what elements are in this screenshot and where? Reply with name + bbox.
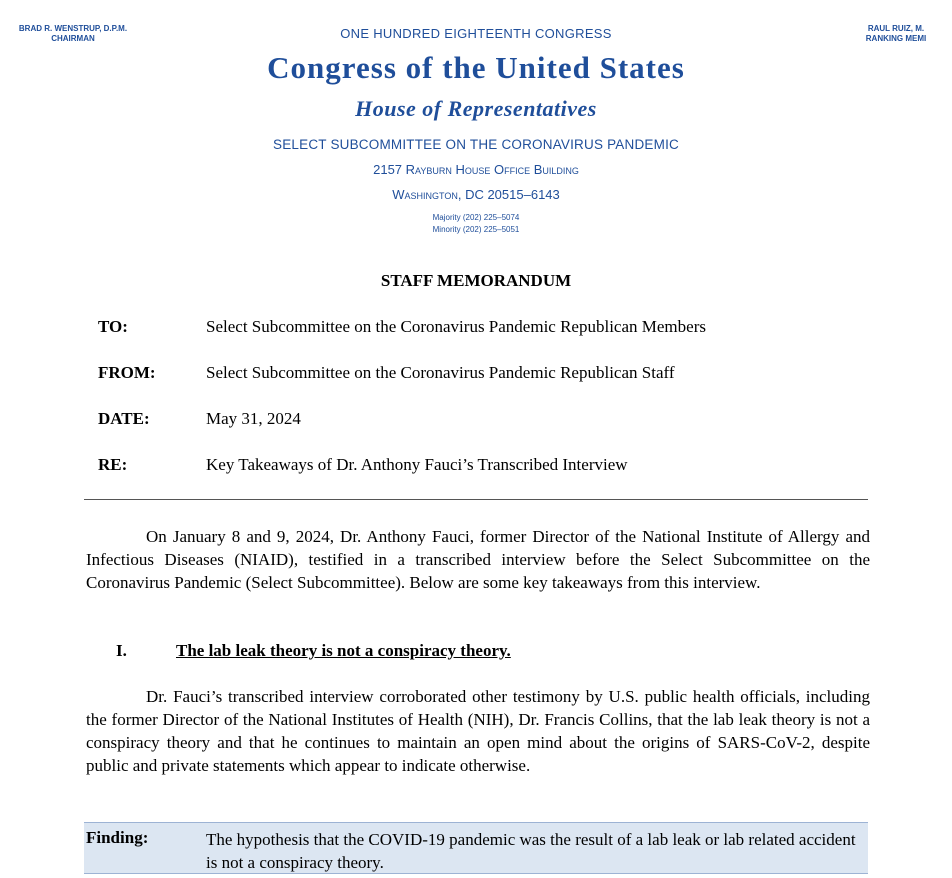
office-address: 2157 Rayburn House Office Building <box>373 162 579 177</box>
ranking-member-name: RAUL RUIZ, M. <box>867 24 925 33</box>
from-value: Select Subcommittee on the Coronavirus Pandemic Republican Staff <box>206 363 675 382</box>
re-label: RE: <box>98 455 128 474</box>
from-label: FROM: <box>98 363 156 382</box>
congress-number: ONE HUNDRED EIGHTEENTH CONGRESS <box>340 26 612 41</box>
section-title: The lab leak theory is not a conspiracy theory. <box>176 641 511 660</box>
congress-title: Congress of the United States <box>267 50 685 85</box>
finding-text: The hypothesis that the COVID-19 pandemic was the result of a lab leak or lab related accident is not a conspiracy theory. <box>206 830 856 872</box>
memo-title: STAFF MEMORANDUM <box>380 271 572 290</box>
intro-paragraph <box>86 525 870 594</box>
subcommittee-name: SELECT SUBCOMMITTEE ON THE CORONAVIRUS PANDEMIC <box>273 137 679 152</box>
majority-phone: Majority (202) 225–5074 <box>432 213 520 222</box>
date-label: DATE: <box>98 409 150 428</box>
office-city: Washington, DC 20515–6143 <box>392 187 560 202</box>
re-value: Key Takeaways of Dr. Anthony Fauci’s Transcribed Interview <box>206 455 628 474</box>
chairman-title: CHAIRMAN <box>51 34 95 43</box>
section-paragraph-text: Dr. Fauci’s transcribed interview corroborated other testimony by U.S. public health officials, including the former Director of the National Institutes of Health (NIH), Dr. Francis Collins, that the lab leak theory is not a conspiracy theory and that he continues to maintain an open mind about the origins of SARS-CoV-2, despite public and private statements which appear to indicate otherwise. <box>86 687 870 775</box>
to-value: Select Subcommittee on the Coronavirus Pandemic Republican Members <box>206 317 706 336</box>
section-number: I. <box>116 641 127 660</box>
chairman-name: BRAD R. WENSTRUP, D.P.M. <box>18 24 128 33</box>
header-divider <box>84 499 868 500</box>
house-title: House of Representatives <box>355 96 597 121</box>
ranking-member-title: RANKING MEMI <box>865 34 927 43</box>
intro-text: On January 8 and 9, 2024, Dr. Anthony Fauci, former Director of the National Institute of Allergy and Infectious Diseases (NIAID), testified in a transcribed interview before the Select Subcommittee on the Coronavirus Pandemic (Select Subcommittee). Below are some key takeaways from this interview. <box>86 527 870 592</box>
finding-label: Finding: <box>86 828 149 847</box>
minority-phone: Minority (202) 225–5051 <box>432 225 520 234</box>
date-value: May 31, 2024 <box>206 409 301 428</box>
section-paragraph <box>86 685 870 777</box>
to-label: TO: <box>98 317 128 336</box>
